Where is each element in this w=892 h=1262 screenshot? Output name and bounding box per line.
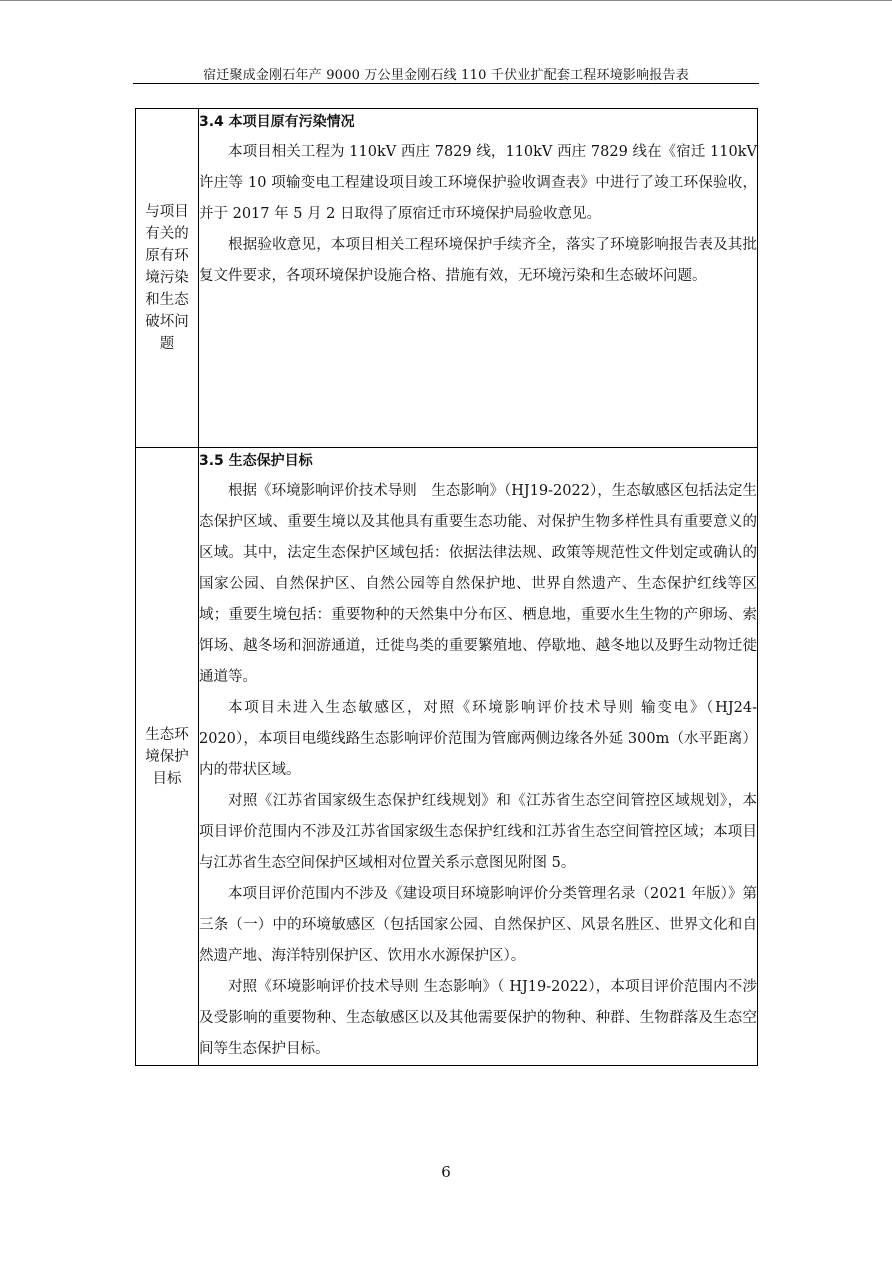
row-content-cell	[199, 448, 758, 1066]
top-border	[0, 0, 892, 1]
section-title: 3.4 本项目原有污染情况	[199, 114, 355, 130]
paragraph: 本项目相关工程为 110kV 西庄 7829 线，110kV 西庄 7829 线在《宿迁 110kV 许庄等 10 项输变电工程建设项目竣工环境保护验收调查表》中进行了竣工环保验收，并于 2017 年 5 月 2 日取得了原宿迁市环境保护局验收意见。	[199, 144, 757, 222]
paragraph: 对照《江苏省国家级生态保护红线规划》和《江苏省生态空间管控区域规划》，本项目评价范围内不涉及江苏省国家级生态保护红线和江苏省生态空间管控区域；本项目与江苏省生态空间保护区域相对位置关系示意图见附图 5。	[199, 793, 757, 871]
row-label-cell	[136, 448, 199, 1066]
page-header: 宿迁聚成金刚石年产 9000 万公里金刚石线 110 千伏业扩配套工程环境影响报告表	[203, 68, 689, 83]
paragraph: 本项目评价范围内不涉及《建设项目环境影响评价分类管理名录（2021 年版）》第三条（一）中的环境敏感区（包括国家公园、自然保护区、风景名胜区、世界文化和自然遗产地、海洋特别保护区、饮用水水源保护区）。	[199, 886, 757, 964]
row-label: 生态环境保护目标	[145, 726, 189, 787]
report-table	[135, 108, 758, 1066]
table-row	[136, 448, 758, 1066]
row-content-cell	[199, 109, 758, 448]
section-title: 3.5 生态保护目标	[199, 453, 313, 469]
row-label-cell	[136, 109, 199, 448]
paragraph: 对照《环境影响评价技术导则 生态影响》（ HJ19-2022），本项目评价范围内不涉及受影响的重要物种、生态敏感区以及其他需要保护的物种、种群、生物群落及生态空间等生态保护目标。	[199, 979, 757, 1057]
paragraph: 本项目未进入生态敏感区，对照《环境影响评价技术导则 输变电》（HJ24-2020），本项目电缆线路生态影响评价范围为管廊两侧边缘各外延 300m（水平距离）内的带状区域。	[199, 700, 757, 778]
header-rule	[133, 83, 759, 84]
row-label: 与项目有关的原有环境污染和生态破坏问题	[145, 204, 189, 352]
paragraph: 根据验收意见，本项目相关工程环境保护手续齐全，落实了环境影响报告表及其批复文件要求，各项环境保护设施合格、措施有效，无环境污染和生态破坏问题。	[199, 237, 757, 284]
paragraph: 根据《环境影响评价技术导则 生态影响》（HJ19-2022），生态敏感区包括法定生态保护区域、重要生境以及其他具有重要生态功能、对保护生物多样性具有重要意义的区域。其中，法定生态保护区域包括：依据法律法规、政策等规范性文件划定或确认的国家公园、自然保护区、自然公园等自然保护地、世界自然遗产、生态保护红线等区域；重要生境包括：重要物种的天然集中分布区、栖息地，重要水生生物的产卵场、索饵场、越冬场和洄游通道，迁徙鸟类的重要繁殖地、停歇地、越冬地以及野生动物迁徙通道等。	[199, 483, 757, 685]
page-number: 6	[441, 1163, 451, 1181]
table-row	[136, 109, 758, 448]
